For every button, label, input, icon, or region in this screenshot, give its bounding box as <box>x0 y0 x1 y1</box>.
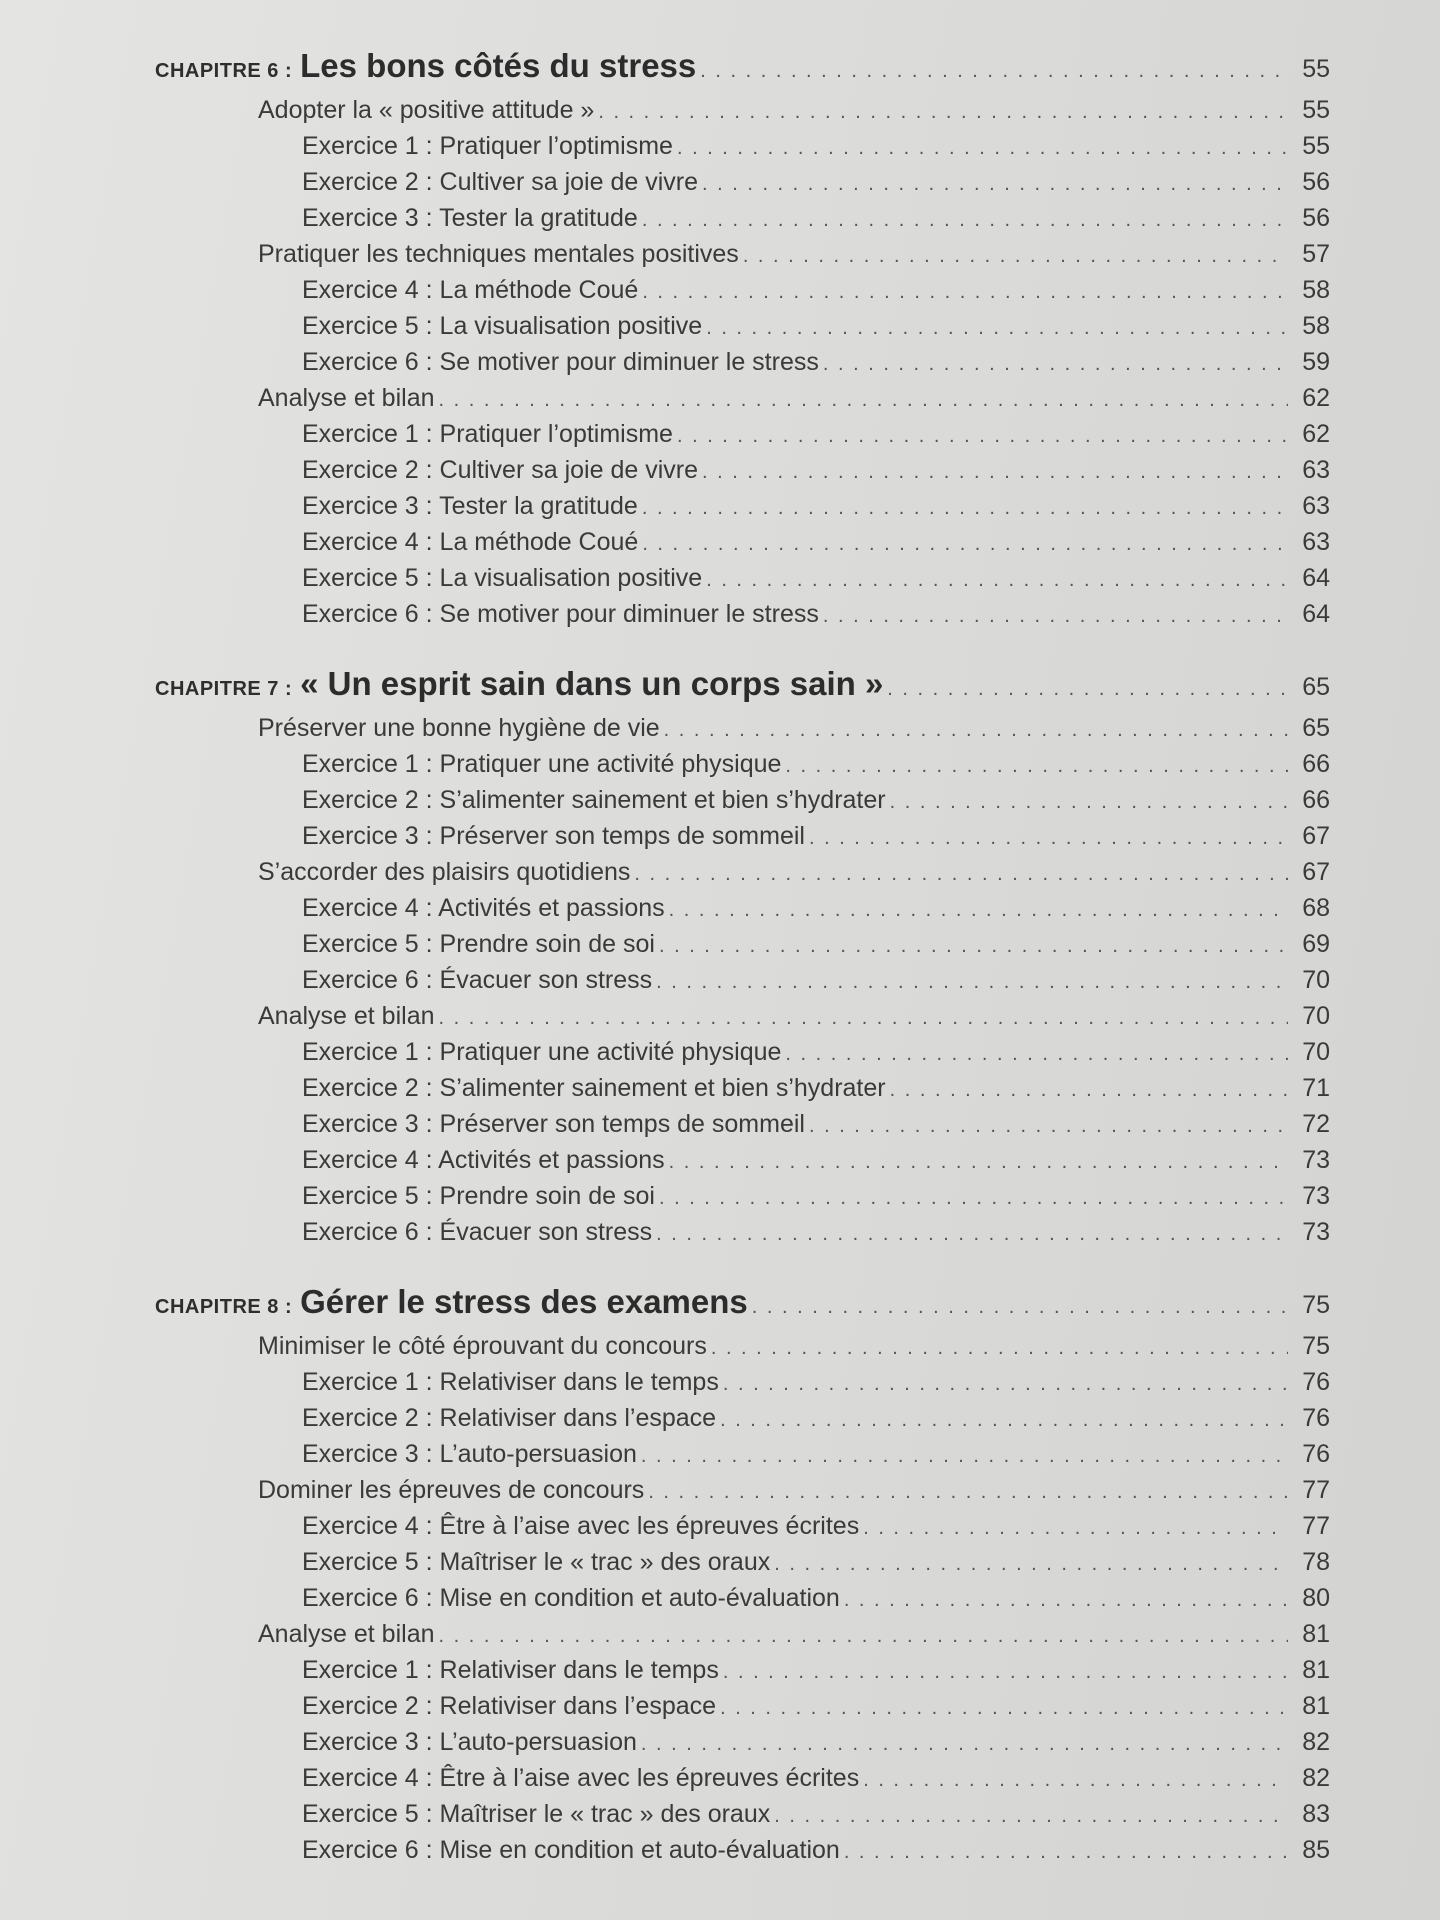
page-number: 71 <box>1302 1074 1330 1102</box>
entry-label: Analyse et bilan <box>258 1620 435 1648</box>
entry-label: Exercice 3 : Tester la gratitude <box>302 204 638 232</box>
page-number: 58 <box>1302 276 1330 304</box>
page-number: 69 <box>1302 930 1330 958</box>
toc-exercise[interactable] <box>155 890 1330 926</box>
toc-exercise[interactable] <box>155 1580 1330 1616</box>
toc-exercise[interactable] <box>155 1142 1330 1178</box>
toc-exercise[interactable] <box>155 1724 1330 1760</box>
toc-exercise[interactable] <box>155 1106 1330 1142</box>
toc-exercise[interactable] <box>155 926 1330 962</box>
dot-leader <box>844 1834 1288 1870</box>
entry-label: Exercice 3 : Préserver son temps de sommeil <box>302 822 805 850</box>
page-number: 76 <box>1302 1404 1330 1432</box>
page-number: 56 <box>1302 204 1330 232</box>
dot-leader <box>863 1762 1288 1798</box>
entry-label: Exercice 3 : L’auto-persuasion <box>302 1728 637 1756</box>
dot-leader <box>702 166 1288 202</box>
entry-label: Exercice 1 : Pratiquer l’optimisme <box>302 132 673 160</box>
page-number: 65 <box>1302 714 1330 742</box>
toc-exercise[interactable] <box>155 1034 1330 1070</box>
page-number: 81 <box>1302 1656 1330 1684</box>
toc-section[interactable] <box>155 998 1330 1034</box>
dot-leader <box>890 784 1288 820</box>
toc-exercise[interactable] <box>155 1214 1330 1250</box>
dot-leader <box>669 1144 1288 1180</box>
entry-label: Exercice 2 : S’alimenter sainement et bien s’hydrater <box>302 1074 886 1102</box>
page-number: 82 <box>1302 1728 1330 1756</box>
page-number: 55 <box>1302 132 1330 160</box>
toc-exercise[interactable] <box>155 1364 1330 1400</box>
dot-leader <box>642 526 1288 562</box>
page-number: 77 <box>1302 1476 1330 1504</box>
entry-label: Exercice 1 : Relativiser dans le temps <box>302 1368 719 1396</box>
entry-label: Exercice 2 : Relativiser dans l’espace <box>302 1692 717 1720</box>
page-number: 82 <box>1302 1764 1330 1792</box>
dot-leader <box>664 712 1288 748</box>
dot-leader <box>752 1281 1288 1333</box>
page-number: 81 <box>1302 1692 1330 1720</box>
toc-exercise[interactable] <box>155 596 1330 632</box>
entry-label: Exercice 5 : Maîtriser le « trac » des oraux <box>302 1548 771 1576</box>
page-number: 64 <box>1302 600 1330 628</box>
page-number: 62 <box>1302 384 1330 412</box>
dot-leader <box>823 346 1288 382</box>
toc-exercise[interactable] <box>155 1760 1330 1796</box>
toc-exercise[interactable] <box>155 560 1330 596</box>
chapter-heading[interactable] <box>155 1276 1330 1328</box>
dot-leader <box>809 820 1288 856</box>
dot-leader <box>785 748 1288 784</box>
entry-label: Exercice 5 : La visualisation positive <box>302 312 703 340</box>
toc-exercise[interactable] <box>155 524 1330 560</box>
entry-label: Exercice 2 : Cultiver sa joie de vivre <box>302 168 698 196</box>
page-number: 65 <box>1302 673 1330 701</box>
entry-label: Exercice 6 : Se motiver pour diminuer le stress <box>302 600 819 628</box>
entry-label: Exercice 5 : Prendre soin de soi <box>302 1182 655 1210</box>
dot-leader <box>641 1438 1288 1474</box>
toc-exercise[interactable] <box>155 164 1330 200</box>
entry-label: Exercice 6 : Évacuer son stress <box>302 966 653 994</box>
chapter-number: CHAPITRE 8 : <box>155 1296 293 1318</box>
entry-label: Exercice 4 : Être à l’aise avec les épreuves écrites <box>302 1512 860 1540</box>
dot-leader <box>439 1000 1288 1036</box>
page-number: 81 <box>1302 1620 1330 1648</box>
entry-label: Exercice 1 : Pratiquer l’optimisme <box>302 420 673 448</box>
toc-exercise[interactable] <box>155 416 1330 452</box>
dot-leader <box>700 45 1288 97</box>
entry-label: Exercice 4 : La méthode Coué <box>302 276 639 304</box>
dot-leader <box>823 598 1288 634</box>
entry-label: Exercice 6 : Mise en condition et auto-évaluation <box>302 1836 840 1864</box>
page-number: 85 <box>1302 1836 1330 1864</box>
entry-label: Exercice 1 : Pratiquer une activité physique <box>302 1038 782 1066</box>
toc-exercise[interactable] <box>155 1688 1330 1724</box>
dot-leader <box>887 663 1288 715</box>
toc-section[interactable] <box>155 710 1330 746</box>
toc-exercise[interactable] <box>155 1400 1330 1436</box>
page-number: 75 <box>1302 1332 1330 1360</box>
dot-leader <box>659 1180 1288 1216</box>
dot-leader <box>702 454 1288 490</box>
dot-leader <box>439 1618 1288 1654</box>
dot-leader <box>598 94 1288 130</box>
dot-leader <box>890 1072 1288 1108</box>
entry-label: Exercice 5 : Maîtriser le « trac » des oraux <box>302 1800 771 1828</box>
chapter-number: CHAPITRE 6 : <box>155 60 293 82</box>
dot-leader <box>809 1108 1288 1144</box>
page-number: 72 <box>1302 1110 1330 1138</box>
page-number: 62 <box>1302 420 1330 448</box>
dot-leader <box>677 130 1288 166</box>
dot-leader <box>659 928 1288 964</box>
chapter-heading[interactable] <box>155 658 1330 710</box>
dot-leader <box>641 1726 1288 1762</box>
dot-leader <box>711 1330 1288 1366</box>
dot-leader <box>720 1690 1288 1726</box>
table-of-contents <box>155 40 1330 1868</box>
toc-section[interactable] <box>155 236 1330 272</box>
entry-label: Exercice 2 : Relativiser dans l’espace <box>302 1404 717 1432</box>
page-number: 59 <box>1302 348 1330 376</box>
dot-leader <box>774 1798 1288 1834</box>
page-number: 63 <box>1302 492 1330 520</box>
entry-label: Adopter la « positive attitude » <box>258 96 595 124</box>
toc-exercise[interactable] <box>155 272 1330 308</box>
toc-exercise[interactable] <box>155 452 1330 488</box>
toc-exercise[interactable] <box>155 488 1330 524</box>
entry-label: Exercice 1 : Relativiser dans le temps <box>302 1656 719 1684</box>
entry-label: S’accorder des plaisirs quotidiens <box>258 858 631 886</box>
dot-leader <box>642 274 1288 310</box>
page-number: 66 <box>1302 750 1330 778</box>
page-number: 70 <box>1302 1038 1330 1066</box>
entry-label: Exercice 1 : Pratiquer une activité physique <box>302 750 782 778</box>
entry-label: Minimiser le côté éprouvant du concours <box>258 1332 707 1360</box>
toc-exercise[interactable] <box>155 128 1330 164</box>
entry-label: Exercice 4 : Activités et passions <box>302 1146 665 1174</box>
page-number: 70 <box>1302 1002 1330 1030</box>
page-number: 66 <box>1302 786 1330 814</box>
dot-leader <box>439 382 1288 418</box>
page-number: 73 <box>1302 1218 1330 1246</box>
toc-section[interactable] <box>155 1616 1330 1652</box>
toc-exercise[interactable] <box>155 200 1330 236</box>
dot-leader <box>706 562 1288 598</box>
dot-leader <box>743 238 1288 274</box>
page-number: 77 <box>1302 1512 1330 1540</box>
toc-section[interactable] <box>155 1328 1330 1364</box>
entry-label: Analyse et bilan <box>258 384 435 412</box>
chapter-title: Gérer le stress des examens <box>300 1283 748 1320</box>
dot-leader <box>642 490 1288 526</box>
entry-label: Exercice 6 : Évacuer son stress <box>302 1218 653 1246</box>
toc-exercise[interactable] <box>155 818 1330 854</box>
dot-leader <box>648 1474 1288 1510</box>
page-number: 64 <box>1302 564 1330 592</box>
dot-leader <box>844 1582 1288 1618</box>
toc-exercise[interactable] <box>155 1544 1330 1580</box>
chapter-number: CHAPITRE 7 : <box>155 678 293 700</box>
toc-exercise[interactable] <box>155 1796 1330 1832</box>
dot-leader <box>723 1366 1288 1402</box>
page-number: 67 <box>1302 858 1330 886</box>
entry-label: Exercice 6 : Mise en condition et auto-évaluation <box>302 1584 840 1612</box>
page-number: 63 <box>1302 456 1330 484</box>
toc-exercise[interactable] <box>155 344 1330 380</box>
page-number: 58 <box>1302 312 1330 340</box>
toc-section[interactable] <box>155 380 1330 416</box>
entry-label: Exercice 4 : Activités et passions <box>302 894 665 922</box>
entry-label: Exercice 3 : Tester la gratitude <box>302 492 638 520</box>
page-number: 57 <box>1302 240 1330 268</box>
toc-exercise[interactable] <box>155 1832 1330 1868</box>
page-number: 55 <box>1302 55 1330 83</box>
dot-leader <box>642 202 1288 238</box>
dot-leader <box>656 1216 1288 1252</box>
dot-leader <box>706 310 1288 346</box>
dot-leader <box>785 1036 1288 1072</box>
page-number: 76 <box>1302 1440 1330 1468</box>
page-number: 78 <box>1302 1548 1330 1576</box>
toc-exercise[interactable] <box>155 962 1330 998</box>
chapter-heading[interactable] <box>155 40 1330 92</box>
toc-section[interactable] <box>155 854 1330 890</box>
toc-chapter <box>155 40 1330 632</box>
page-number: 56 <box>1302 168 1330 196</box>
toc-exercise[interactable] <box>155 1070 1330 1106</box>
entry-label: Exercice 5 : La visualisation positive <box>302 564 703 592</box>
entry-label: Exercice 2 : S’alimenter sainement et bien s’hydrater <box>302 786 886 814</box>
page-number: 55 <box>1302 96 1330 124</box>
page-number: 73 <box>1302 1146 1330 1174</box>
chapter-title: Les bons côtés du stress <box>300 47 697 84</box>
entry-label: Préserver une bonne hygiène de vie <box>258 714 660 742</box>
dot-leader <box>677 418 1288 454</box>
page-number: 67 <box>1302 822 1330 850</box>
entry-label: Exercice 2 : Cultiver sa joie de vivre <box>302 456 698 484</box>
toc-exercise[interactable] <box>155 308 1330 344</box>
entry-label: Exercice 5 : Prendre soin de soi <box>302 930 655 958</box>
toc-exercise[interactable] <box>155 1652 1330 1688</box>
toc-exercise[interactable] <box>155 1508 1330 1544</box>
toc-chapter <box>155 1276 1330 1868</box>
entry-label: Exercice 6 : Se motiver pour diminuer le stress <box>302 348 819 376</box>
entry-label: Pratiquer les techniques mentales positives <box>258 240 739 268</box>
dot-leader <box>634 856 1288 892</box>
toc-exercise[interactable] <box>155 1178 1330 1214</box>
toc-exercise[interactable] <box>155 746 1330 782</box>
dot-leader <box>723 1654 1288 1690</box>
dot-leader <box>720 1402 1288 1438</box>
toc-section[interactable] <box>155 1472 1330 1508</box>
chapter-title: « Un esprit sain dans un corps sain » <box>300 665 884 702</box>
entry-label: Dominer les épreuves de concours <box>258 1476 645 1504</box>
dot-leader <box>669 892 1288 928</box>
page-number: 73 <box>1302 1182 1330 1210</box>
page-number: 68 <box>1302 894 1330 922</box>
toc-exercise[interactable] <box>155 1436 1330 1472</box>
page-number: 76 <box>1302 1368 1330 1396</box>
entry-label: Exercice 3 : Préserver son temps de sommeil <box>302 1110 805 1138</box>
toc-section[interactable] <box>155 92 1330 128</box>
dot-leader <box>863 1510 1288 1546</box>
entry-label: Exercice 4 : La méthode Coué <box>302 528 639 556</box>
page-number: 83 <box>1302 1800 1330 1828</box>
entry-label: Exercice 3 : L’auto-persuasion <box>302 1440 637 1468</box>
dot-leader <box>656 964 1288 1000</box>
page-number: 80 <box>1302 1584 1330 1612</box>
page-number: 63 <box>1302 528 1330 556</box>
entry-label: Exercice 4 : Être à l’aise avec les épreuves écrites <box>302 1764 860 1792</box>
page-number: 70 <box>1302 966 1330 994</box>
dot-leader <box>774 1546 1288 1582</box>
toc-exercise[interactable] <box>155 782 1330 818</box>
toc-chapter <box>155 658 1330 1250</box>
page-number: 75 <box>1302 1291 1330 1319</box>
entry-label: Analyse et bilan <box>258 1002 435 1030</box>
